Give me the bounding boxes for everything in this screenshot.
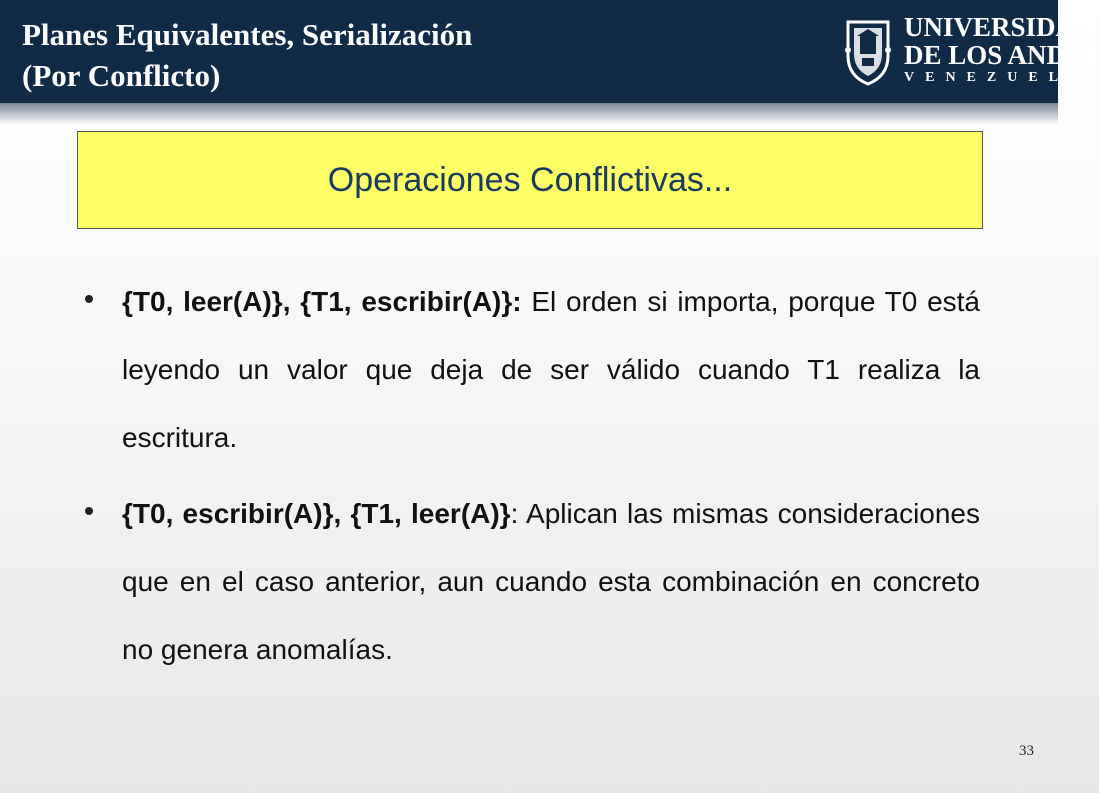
logo-line-1: UNIVERSIDAD: [904, 12, 1095, 42]
bullet-list: [122, 268, 980, 692]
bullet-dot-icon: [85, 295, 93, 303]
section-banner: [77, 131, 983, 229]
header-shadow: [0, 103, 1058, 125]
logo-line-2: DE LOS ANDES: [904, 40, 1099, 70]
bullet-item: [122, 480, 980, 684]
bullet-dot-icon: [85, 507, 93, 515]
slide-title-line-1: Planes Equivalentes, Serialización: [22, 17, 473, 52]
bullet-term: {T0, escribir(A)}, {T1, leer(A)}: [122, 498, 511, 529]
header-bar: [0, 0, 1099, 103]
section-banner-title: Operaciones Conflictivas...: [327, 160, 733, 199]
slide-title-line-2: (Por Conflicto): [22, 58, 221, 93]
university-logo: [840, 12, 1099, 92]
university-seal-icon: [840, 16, 896, 88]
bullet-item: [122, 268, 980, 472]
logo-line-3: VENEZUELA: [904, 70, 1091, 85]
slide-title: [22, 14, 662, 96]
bullet-text: El orden si importa, porque T0 está leyendo un valor que deja de ser válido cuando T1 realiza la escritura.: [122, 286, 981, 453]
bullet-text: : Aplican las mismas consideraciones que en el caso anterior, aun cuando esta combinación en concreto no genera anomalías.: [122, 498, 981, 665]
bullet-term: {T0, leer(A)}, {T1, escribir(A)}:: [122, 286, 522, 317]
page-number: 33: [1019, 743, 1034, 759]
